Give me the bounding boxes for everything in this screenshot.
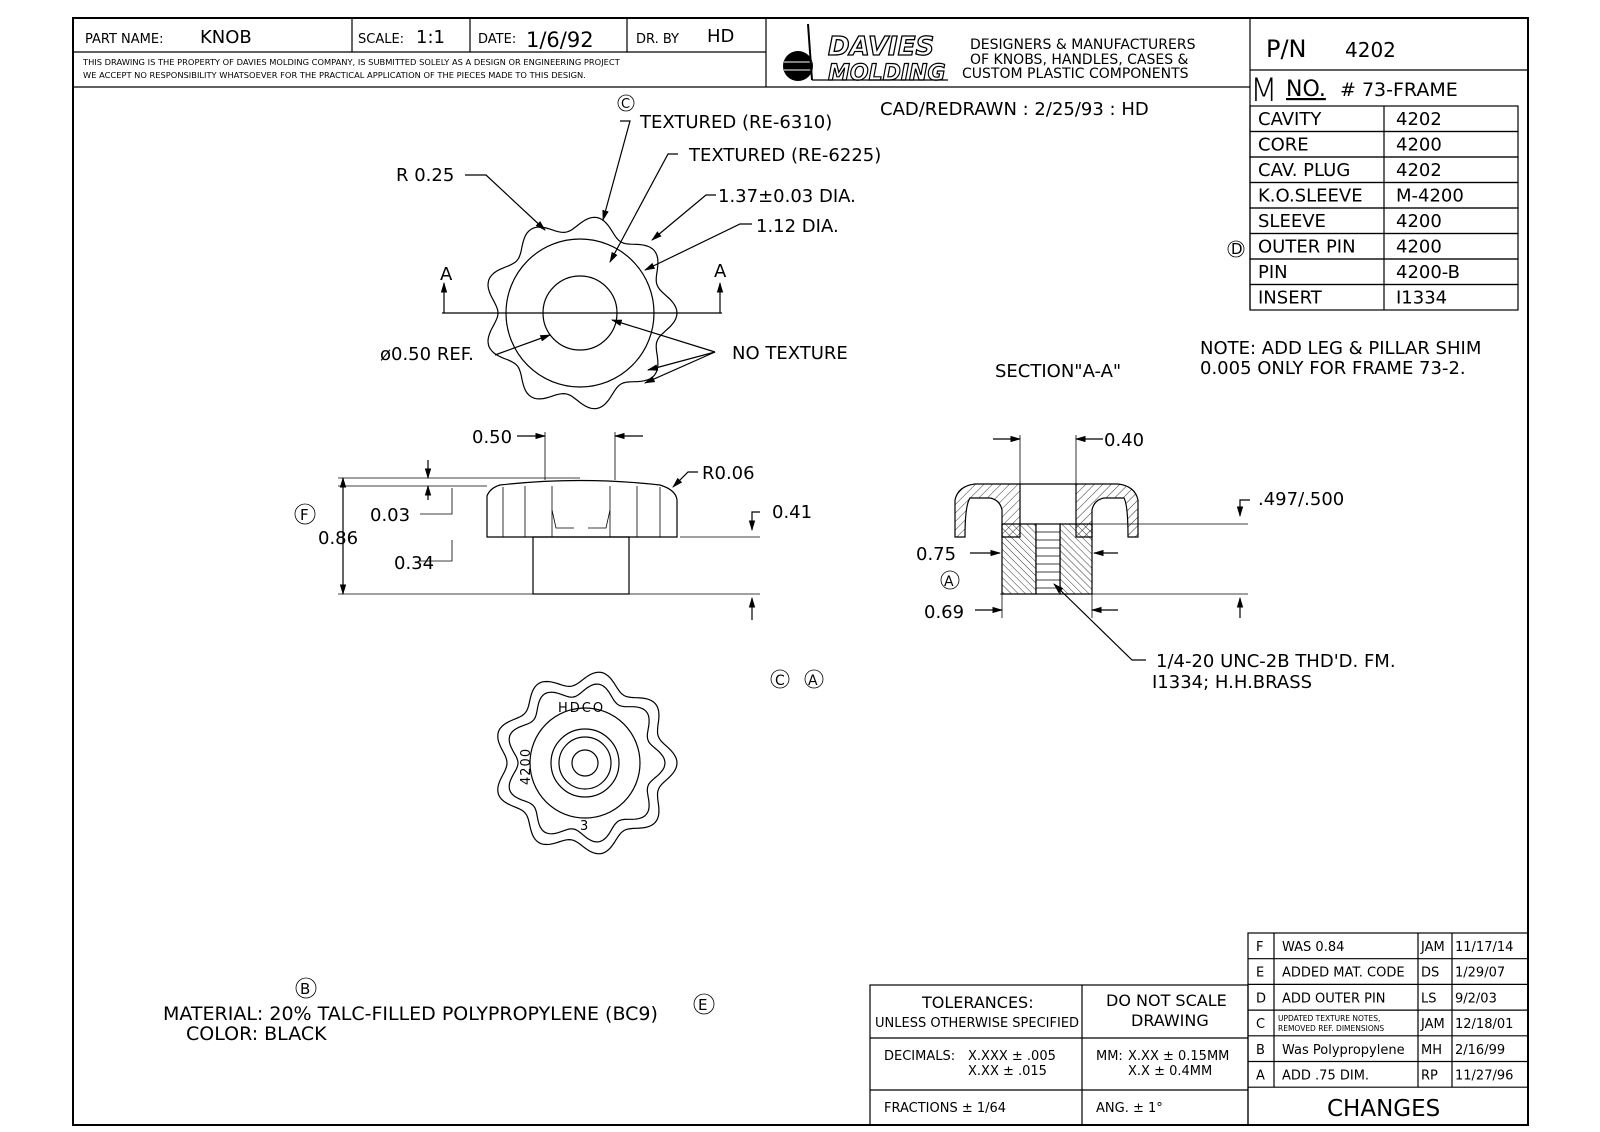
change-by: RP <box>1421 1068 1438 1084</box>
part-name: KNOB <box>200 27 252 48</box>
textured-inner-label: TEXTURED (RE-6225) <box>689 145 882 166</box>
bottom-view <box>498 670 823 854</box>
dim-0-50: 0.50 <box>472 427 513 448</box>
svg-text:UNLESS OTHERWISE SPECIFIED: UNLESS OTHERWISE SPECIFIED <box>875 1016 1080 1031</box>
changes-row <box>1248 1036 1528 1062</box>
parts-table-name: INSERT <box>1258 287 1322 309</box>
change-rev: D <box>1256 991 1267 1007</box>
material-text: MATERIAL: 20% TALC-FILLED POLYPROPYLENE (BC9) <box>163 1003 658 1025</box>
change-rev: A <box>1256 1068 1265 1084</box>
tolerance-block <box>870 985 1248 1125</box>
parts-table <box>1250 106 1518 310</box>
rev-marker-a-section: A <box>944 574 954 590</box>
parts-table-name: CAVITY <box>1258 109 1322 130</box>
m-no-label: NO. <box>1286 77 1326 102</box>
cad-redrawn-note: CAD/REDRAWN : 2/25/93 : HD <box>880 99 1149 120</box>
side-view <box>295 427 812 620</box>
svg-text:X.XXX ± .005: X.XXX ± .005 <box>968 1049 1056 1064</box>
bottom-mark-bottom: 3 <box>580 819 589 834</box>
svg-text:X.XX ± .015: X.XX ± .015 <box>968 1064 1047 1079</box>
change-desc: ADD .75 DIM. <box>1282 1068 1370 1084</box>
parts-table-row <box>1250 234 1518 260</box>
textured-outer-label: TEXTURED (RE-6310) <box>640 112 833 133</box>
change-date: 2/16/99 <box>1455 1042 1506 1058</box>
rev-marker-a-bottom: A <box>808 673 818 689</box>
davies-molding-logo <box>783 24 948 86</box>
parts-table-value: 4200 <box>1396 211 1442 232</box>
note-line-2: 0.005 ONLY FOR FRAME 73-2. <box>1200 358 1466 379</box>
parts-table-row <box>1250 106 1518 132</box>
bottom-mark-left: 4200 <box>519 747 534 785</box>
change-desc: REMOVED REF. DIMENSIONS <box>1278 1024 1385 1034</box>
parts-table-value: 4202 <box>1396 109 1442 130</box>
drawn-by-value: HD <box>707 26 735 47</box>
tagline-2: OF KNOBS, HANDLES, CASES & <box>970 52 1189 68</box>
dim-bore: .497/.500 <box>1258 489 1345 510</box>
parts-table-name: OUTER PIN <box>1258 236 1356 258</box>
change-rev: C <box>1256 1017 1266 1033</box>
change-desc: UPDATED TEXTURE NOTES, <box>1278 1014 1381 1024</box>
parts-table-name: PIN <box>1258 262 1288 283</box>
parts-table-name: K.O.SLEEVE <box>1258 185 1363 207</box>
svg-text:MM:: MM: <box>1096 1049 1123 1064</box>
section-view <box>916 430 1396 693</box>
changes-row <box>1248 1010 1528 1036</box>
section-a-left: A <box>440 264 453 285</box>
material-note <box>163 978 714 1045</box>
parts-table-row <box>1250 208 1518 234</box>
svg-text:B: B <box>300 980 311 998</box>
parts-table-value: 4200 <box>1396 236 1442 258</box>
changes-row <box>1248 984 1528 1010</box>
svg-text:X.X ± 0.4MM: X.X ± 0.4MM <box>1128 1064 1213 1079</box>
parts-table-name: SLEEVE <box>1258 211 1326 232</box>
change-by: LS <box>1421 991 1437 1007</box>
parts-table-value: 4200 <box>1396 134 1442 156</box>
radius-label: R 0.25 <box>396 165 455 186</box>
changes-row <box>1248 1062 1528 1088</box>
change-by: JAM <box>1421 1017 1445 1033</box>
change-date: 1/29/07 <box>1455 965 1506 981</box>
change-by: MH <box>1421 1042 1442 1058</box>
parts-table-value: I1334 <box>1396 287 1448 309</box>
svg-text:DRAWING: DRAWING <box>1131 1011 1209 1030</box>
parts-table-name: CAV. PLUG <box>1258 160 1351 181</box>
change-rev: E <box>1256 965 1265 981</box>
dim-0-75: 0.75 <box>916 544 957 565</box>
dim-0-34: 0.34 <box>394 553 435 574</box>
svg-text:DO NOT SCALE: DO NOT SCALE <box>1106 991 1227 1010</box>
change-date: 11/17/14 <box>1455 940 1514 955</box>
rev-marker-c-top: C <box>621 97 631 112</box>
parts-table-row <box>1250 132 1518 158</box>
change-by: DS <box>1421 965 1440 981</box>
bottom-mark-top: HDCO <box>558 701 606 716</box>
scale-label: SCALE: <box>358 32 405 47</box>
section-a-right: A <box>714 261 727 282</box>
rev-marker-f: F <box>300 506 309 524</box>
pn-label: P/N <box>1266 35 1307 63</box>
parts-table-value: M-4200 <box>1396 185 1464 207</box>
pn-value: 4202 <box>1345 38 1396 62</box>
change-date: 11/27/96 <box>1455 1068 1514 1084</box>
rev-marker-c-bottom: C <box>775 673 785 689</box>
change-desc: ADD OUTER PIN <box>1282 991 1386 1007</box>
changes-row <box>1248 959 1528 985</box>
note-line-1: NOTE: ADD LEG & PILLAR SHIM <box>1200 338 1482 359</box>
svg-text:DAVIES: DAVIES <box>828 32 935 62</box>
dim-0-69: 0.69 <box>924 602 965 623</box>
changes-title: CHANGES <box>1327 1096 1441 1122</box>
svg-text:E: E <box>698 996 708 1014</box>
parts-table-value: 4200-B <box>1396 262 1461 283</box>
date-value: 1/6/92 <box>526 28 594 52</box>
m-label: M <box>1250 71 1278 109</box>
section-label: SECTION"A-A" <box>995 361 1122 382</box>
change-by: JAM <box>1421 940 1445 955</box>
rev-marker-d: D <box>1231 240 1243 258</box>
change-desc: ADDED MAT. CODE <box>1282 965 1405 981</box>
change-date: 9/2/03 <box>1455 991 1497 1007</box>
dim-0-86: 0.86 <box>318 528 359 549</box>
dim-0-40: 0.40 <box>1104 430 1145 451</box>
parts-table-row <box>1250 183 1518 209</box>
parts-table-row <box>1250 157 1518 183</box>
svg-text:TOLERANCES:: TOLERANCES: <box>922 993 1034 1012</box>
change-desc: Was Polypropylene <box>1282 1042 1405 1058</box>
parts-table-value: 4202 <box>1396 160 1442 181</box>
thread-note-1: 1/4-20 UNC-2B THD'D. FM. <box>1156 651 1396 672</box>
ref-dia-label: ø0.50 REF. <box>380 344 474 365</box>
svg-text:MOLDING: MOLDING <box>828 61 946 86</box>
parts-table-name: CORE <box>1258 134 1309 156</box>
outer-dia-label: 1.37±0.03 DIA. <box>718 186 856 207</box>
part-name-label: PART NAME: <box>85 32 164 47</box>
scale-value: 1:1 <box>416 27 445 48</box>
disclaimer-line-1: THIS DRAWING IS THE PROPERTY OF DAVIES MOLDING COMPANY, IS SUBMITTED SOLELY AS A DESIGN OR ENGINEERING PROJECT <box>83 57 620 67</box>
tagline-3: CUSTOM PLASTIC COMPONENTS <box>962 66 1189 82</box>
svg-text:X.XX ± 0.15MM: X.XX ± 0.15MM <box>1128 1049 1230 1064</box>
date-label: DATE: <box>478 32 517 47</box>
tagline-1: DESIGNERS & MANUFACTURERS <box>970 37 1196 53</box>
change-rev: F <box>1256 940 1264 955</box>
change-rev: B <box>1256 1042 1265 1058</box>
dim-0-41: 0.41 <box>772 502 813 523</box>
changes-row <box>1248 933 1528 959</box>
m-no-value: # 73-FRAME <box>1340 79 1458 101</box>
color-text: COLOR: BLACK <box>186 1023 327 1045</box>
no-texture-label: NO TEXTURE <box>732 343 848 364</box>
drawn-by-label: DR. BY <box>636 32 679 47</box>
svg-text:ANG. ± 1°: ANG. ± 1° <box>1096 1101 1163 1116</box>
inner-dia-label: 1.12 DIA. <box>756 216 839 237</box>
svg-text:FRACTIONS ± 1/64: FRACTIONS ± 1/64 <box>884 1101 1007 1116</box>
parts-table-row <box>1250 285 1518 311</box>
parts-table-row <box>1250 259 1518 285</box>
svg-text:DECIMALS:: DECIMALS: <box>884 1049 956 1064</box>
dim-0-03: 0.03 <box>370 505 411 526</box>
disclaimer-line-2: WE ACCEPT NO RESPONSIBILITY WHATSOEVER FOR THE PRACTICAL APPLICATION OF THE PIECES MADE TO THIS DESIGN. <box>83 70 586 80</box>
top-view <box>380 95 881 409</box>
dim-r0-06: R0.06 <box>702 463 755 484</box>
change-date: 12/18/01 <box>1455 1017 1514 1033</box>
change-desc: WAS 0.84 <box>1282 940 1345 955</box>
thread-note-2: I1334; H.H.BRASS <box>1152 672 1313 693</box>
